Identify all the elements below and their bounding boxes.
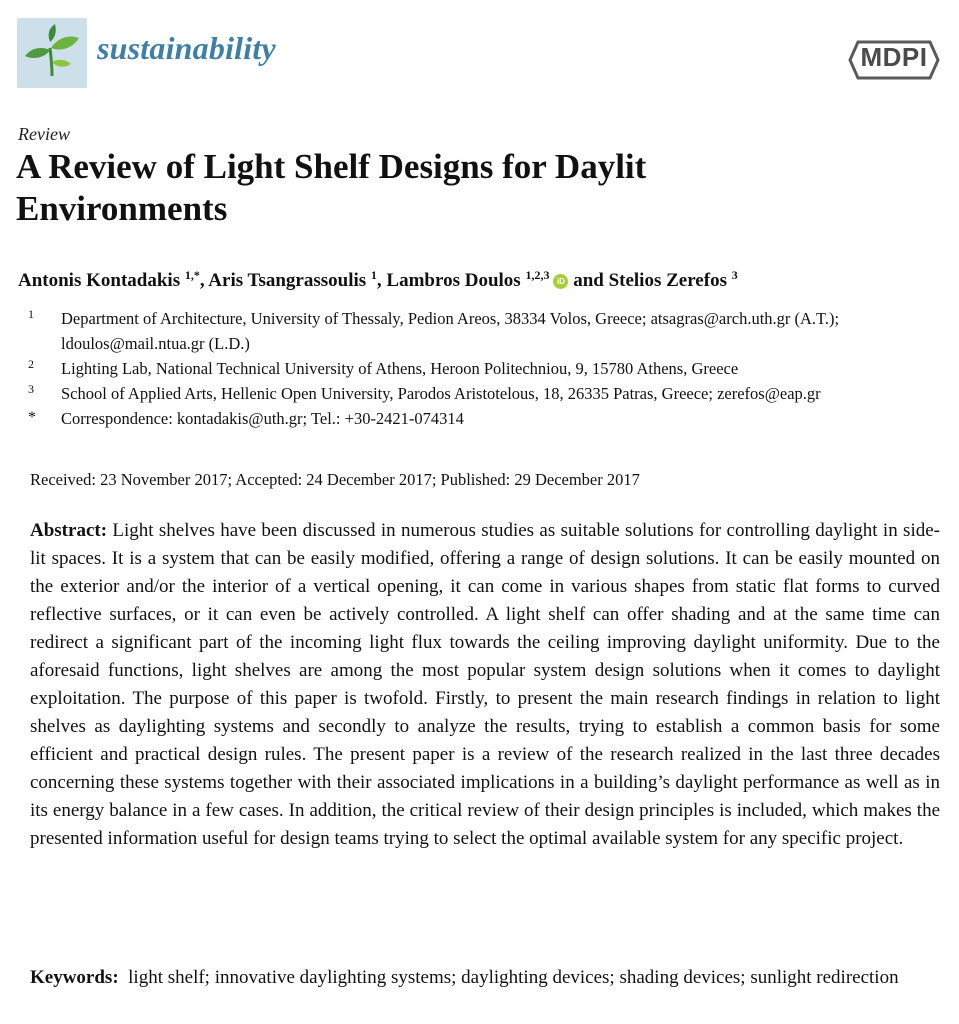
keywords-text: light shelf; innovative daylighting systems; daylighting devices; shading devices; sunlight redirection [128,967,899,988]
article-title: A Review of Light Shelf Designs for Daylit Environments [16,147,647,228]
affiliation-number: 2 [28,357,34,371]
author-name[interactable]: Aris Tsangrassoulis [208,270,367,291]
publisher-name: MDPI [860,42,928,72]
author-affiliation-mark: 3 [731,268,738,282]
affiliation-item [28,381,938,406]
correspondence-mark: * [28,409,36,426]
publication-history: Received: 23 November 2017; Accepted: 24 December 2017; Published: 29 December 2017 [30,470,640,489]
affiliation-text: Department of Architecture, University of Thessaly, Pedion Areos, 38334 Volos, Greece; atsagras@arch.uth.gr (A.T.); ldoulos@mail.ntua.gr (L.D.) [61,309,840,353]
article-type: Review [18,124,70,144]
affiliation-item [28,306,938,356]
author-conjunction: and [573,270,604,291]
author-name[interactable]: Antonis Kontadakis [18,270,181,291]
journal-logo [17,18,87,88]
author-affiliation-mark: 1,2,3 [525,268,550,282]
author-affiliation-mark: 1,* [184,268,200,282]
affiliations [28,306,938,431]
affiliation-text: School of Applied Arts, Hellenic Open University, Parodos Aristotelous, 18, 26335 Patras, Greece; zerefos@eap.gr [61,384,821,403]
affiliation-item [28,356,938,381]
publisher-logo [848,34,940,86]
correspondence-item [28,406,938,431]
author-name[interactable]: Stelios Zerefos [608,270,727,291]
author-name[interactable]: Lambros Doulos [386,270,521,291]
affiliation-number: 3 [28,382,34,396]
journal-name: sustainability [97,30,276,66]
affiliation-text: Lighting Lab, National Technical University of Athens, Heroon Politechniou, 9, 15780 Athens, Greece [61,359,739,378]
author-affiliation-mark: 1 [370,268,377,282]
keywords-label: Keywords: [30,967,119,988]
abstract-text: Light shelves have been discussed in numerous studies as suitable solutions for controlling daylight in side-lit spaces. It is a system that can be easily modified, offering a range of design solutions. It can be easily mounted on the exterior and/or the interior of a vertical opening, it can come in various shapes from static flat forms to curved reflective surfaces, or it can even be actively controlled. A light shelf can offer shading and at the same time can redirect a significant part of the incoming light flux towards the ceiling improving daylight uniformity. Due to the aforesaid functions, light shelves are among the most popular system design solutions when it comes to daylight exploitation. The purpose of this paper is twofold. Firstly, to present the main research findings in relation to light shelves as daylighting systems and secondly to analyze the results, trying to establish a common basis for some efficient and practical design rules. The present paper is a review of the research realized in the last three decades concerning these systems together with their associated implications in a building’s daylight performance as well as in its energy balance in a few cases. In addition, the critical review of their design principles is included, which makes the presented information useful for design teams trying to select the optimal available system for any specific project. [30,520,940,849]
author-list: Antonis Kontadakis $^{1,*}$, Aris Tsangrassoulis $^1$, Lambros Doulos $^{1,2,3}$ iD and Stelios Zerefos $^3$ [18,268,738,291]
orcid-icon[interactable]: iD [553,274,568,289]
keywords [30,964,940,992]
abstract [30,517,940,853]
affiliation-number: 1 [28,307,34,321]
abstract-label: Abstract: [30,520,108,541]
sprout-leaf-icon [17,18,87,88]
correspondence-text: Correspondence: kontadakis@uth.gr; Tel.: +30-2421-074314 [61,409,464,428]
